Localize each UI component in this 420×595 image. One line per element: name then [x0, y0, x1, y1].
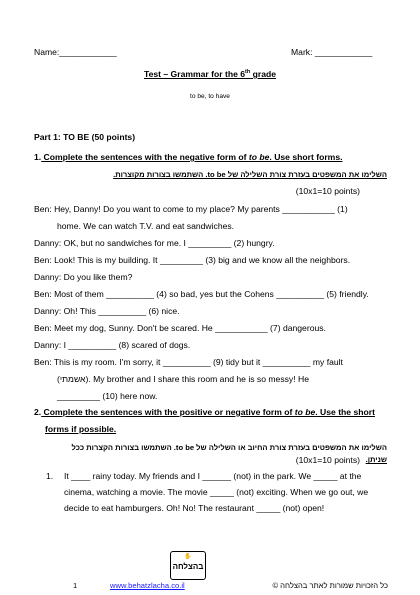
q1-instruction: 1. Complete the sentences with the negative form of to be. Use short forms. [34, 152, 343, 162]
q1-line: Ben: Look! This is my building. It _________ (3) big and we know all the neighbors. [34, 255, 351, 265]
q2-item-line: It ____ rainy today. My friends and I ______ (not) in the park. We _____ at the [64, 471, 362, 481]
q1-line: Danny: OK, but no sandwiches for me. I _________ (2) hungry. [34, 238, 275, 248]
q1-line: Ben: Hey, Danny! Do you want to come to my place? My parents ___________ (1) [34, 204, 348, 214]
q2-points: (10x1=10 points) [295, 455, 360, 465]
q1-line: Danny: Do you like them? [34, 272, 133, 282]
q1-line: Ben: Meet my dog, Sunny. Don't be scared. He ___________ (7) dangerous. [34, 323, 326, 333]
name-field-label: Name:____________ [34, 47, 117, 57]
q1-line: Danny: I __________ (8) scared of dogs. [34, 340, 191, 350]
part1-heading: Part 1: TO BE (50 points) [34, 132, 136, 142]
q1-line: Ben: Most of them __________ (4) so bad, yes but the Cohens __________ (5) friendly. [34, 289, 369, 299]
site-logo: ✋ בהצלחה [170, 551, 206, 580]
page-subtitle: to be, to have [190, 93, 230, 100]
website-link[interactable]: www.behatzlacha.co.il [110, 581, 185, 590]
q2-item-line: decide to eat hamburgers. Oh! No! The restaurant _____ (not) open! [64, 503, 325, 513]
q1-points: (10x1=10 points) [295, 186, 360, 196]
q2-instruction: 2. Complete the sentences with the positive or negative form of to be. Use the short [34, 407, 375, 417]
q2-instruction-line2: forms if possible. [45, 424, 117, 434]
q1-line: (אשמתי). My brother and I share this room and he is so messy! He [57, 374, 309, 384]
q1-line: _________ (10) here now. [57, 391, 158, 401]
q2-item-line: cinema, watching a movie. The movie _____ (not) exciting. When we go out, we [64, 487, 369, 497]
q2-hebrew-instruction: השלימו את המשפטים בעזרת צורת החיוב או השלילה של to be. השתמשו בצורות הקצרות ככל [71, 443, 387, 452]
logo-hand-icon: ✋ [184, 554, 192, 560]
q1-hebrew-instruction: השלימו את המשפטים בעזרת צורת השלילה של to be. השתמשו בצורות מקוצרות. [113, 170, 387, 179]
q2-hebrew-instruction-line2: שניתן. [365, 455, 387, 464]
q2-item-number: 1. [46, 471, 54, 481]
q1-line: home. We can watch T.V. and eat sandwiches. [57, 221, 235, 231]
q1-line: Danny: Oh! This __________ (6) nice. [34, 306, 180, 316]
copyright-notice: כל הזכויות שמורות לאתר בהצלחה © [272, 581, 388, 590]
page-number: 1 [73, 581, 78, 590]
page-title: Test – Grammar for the 6th grade [143, 69, 277, 79]
q1-line: Ben: This is my room. I'm sorry, it __________ (9) tidy but it __________ my fault [34, 357, 343, 367]
mark-field-label: Mark: ____________ [291, 47, 373, 57]
